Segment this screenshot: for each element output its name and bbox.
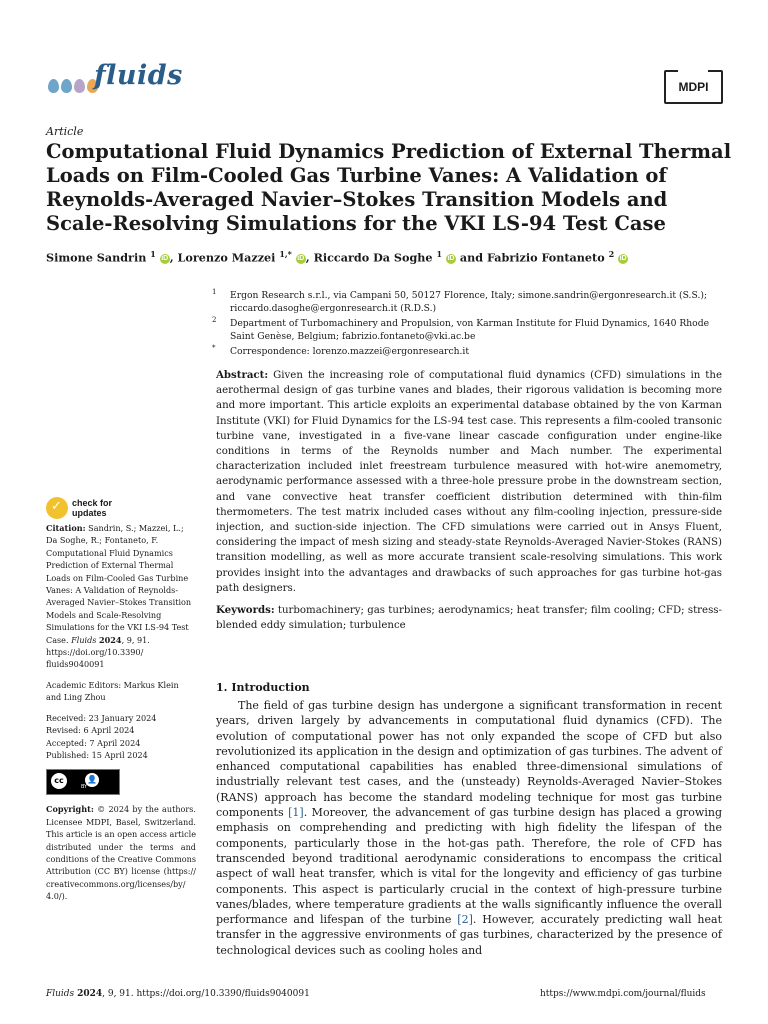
person-icon: 👤 bbox=[85, 773, 99, 787]
drop-icon bbox=[74, 79, 85, 93]
drop-icon bbox=[48, 79, 59, 93]
abstract bbox=[216, 368, 722, 596]
cc-icon: cc bbox=[51, 773, 67, 789]
keywords-text: turbomachinery; gas turbines; aerodynamics; heat transfer; film cooling; CFD; stress-blended eddy simulation; turbulence bbox=[216, 605, 722, 632]
accepted-date: Accepted: 7 April 2024 bbox=[46, 737, 141, 748]
section-heading: 1. Introduction bbox=[216, 681, 310, 694]
drop-icon bbox=[61, 79, 72, 93]
footer-journal-url[interactable]: https://www.mdpi.com/journal/fluids bbox=[540, 989, 706, 999]
footer-citation: Fluids 2024, 9, 91. https://doi.org/10.3390/fluids9040091 bbox=[46, 989, 310, 999]
author-affil-sup: 1 bbox=[150, 249, 156, 259]
academic-editors: Academic Editors: Markus Klein and Ling Zhou bbox=[46, 679, 179, 703]
author-affil-sup: 1 bbox=[436, 249, 443, 259]
footer-doi[interactable]: , 9, 91. https://doi.org/10.3390/fluids9040091 bbox=[102, 989, 310, 999]
author-affil-sup: 1,* bbox=[279, 249, 292, 259]
affiliation-item: 1 Ergon Research s.r.l., via Campani 50, 50127 Florence, Italy; simone.sandrin@ergonresearch.it (S.S.); riccardo.dasoghe@ergonresearch.it (R.D.S.) bbox=[212, 288, 708, 314]
orcid-icon[interactable]: iD bbox=[447, 254, 455, 262]
received-date: Received: 23 January 2024 bbox=[46, 712, 157, 723]
copyright-block: Copyright: © 2024 by the authors. Licensee MDPI, Basel, Switzerland. This article is an open access article distributed under the terms and conditions of the Creative Commons Attribution (CC BY) license (https:// creativecommons.org/licenses/by/ 4.0/). bbox=[46, 804, 197, 902]
affiliation-item: 2 Department of Turbomachinery and Propulsion, von Karman Institute for Fluid Dynamics, 1640 Rhode Saint Genèse, Belgium; fabrizio.fontaneto@vki.ac.be bbox=[212, 316, 710, 342]
publisher-name: MDPI bbox=[678, 80, 709, 94]
orcid-icon[interactable]: iD bbox=[161, 254, 169, 262]
citation-doi[interactable]: , 9, 91. https://doi.org/10.3390/ fluids9040091 bbox=[46, 634, 150, 670]
published-date: Published: 15 April 2024 bbox=[46, 749, 148, 760]
check-icon: ✓ bbox=[46, 497, 68, 519]
abstract-text: Given the increasing role of computational fluid dynamics (CFD) simulations in the aerothermal design of gas turbine vanes and blades, their rigorous validation is becoming more and more important. This article exploits an experimental database obtained by the von Karman Institute (VKI) for Fluid Dynamics for the LS-94 test case. This represents a film-cooled transonic turbine vane, investigated in a five-vane linear cascade configuration under engine-like conditions in terms of the Reynolds number and Mach number. The experimental characterization included inlet freestream turbulence measured with hot-wire anemometry, aerodynamic performance assessed with a three-hole pressure probe in the downstream section, and vane convective heat transfer coefficient distribution determined with thin-film thermometers. The test matrix included cases without any film-cooling injection, pressure-side injection, and suction-side injection. The CFD simulations were carried out in Ansys Fluent, considering the impact of mesh sizing and steady-state Reynolds-Averaged Navier-Stokes (RANS) transition modelling, as well as more accurate transient scale-resolving simulations. This work provides insight into the advantages and drawbacks of such approaches for gas turbine hot-gas path designers. bbox=[216, 370, 722, 594]
dates bbox=[46, 712, 196, 762]
citation-link[interactable]: [1] bbox=[288, 806, 304, 820]
sidebar bbox=[46, 522, 196, 903]
article-type: Article bbox=[46, 125, 84, 138]
citation-link[interactable]: [2] bbox=[457, 913, 473, 927]
affiliations bbox=[212, 289, 732, 360]
journal-name: fluids bbox=[94, 60, 183, 91]
correspondence: * Correspondence: lorenzo.mazzei@ergonresearch.it bbox=[212, 344, 470, 357]
keywords-label: Keywords: bbox=[216, 604, 275, 616]
author-name[interactable]: Fabrizio Fontaneto bbox=[486, 250, 605, 265]
author-name[interactable]: Simone Sandrin bbox=[46, 250, 147, 265]
publisher-logo bbox=[664, 70, 723, 104]
revised-date: Revised: 6 April 2024 bbox=[46, 725, 135, 736]
article-title: Computational Fluid Dynamics Prediction of External Thermal Loads on Film-Cooled Gas Turbine Vanes: A Validation of Reynolds-Averaged Navier–Stokes Transition Models and Scale-Resolving Simulations for the VKI LS-94 Test Case bbox=[46, 140, 732, 235]
keywords bbox=[216, 603, 722, 633]
orcid-icon[interactable]: iD bbox=[297, 254, 305, 262]
drops-icon bbox=[48, 74, 100, 93]
author-name[interactable]: Lorenzo Mazzei bbox=[177, 250, 276, 265]
author-name[interactable]: Riccardo Da Soghe bbox=[313, 250, 433, 265]
journal-logo bbox=[46, 60, 186, 100]
author-list: Simone Sandrin $^1$ iD , Lorenzo Mazzei $^{1,*}$ iD , Riccardo Da Soghe $^1$ iD and Fabrizio Fontaneto $^2$ iD bbox=[46, 249, 627, 265]
abstract-label: Abstract: bbox=[216, 369, 269, 381]
orcid-icon[interactable]: iD bbox=[619, 254, 627, 262]
citation-block: Citation: Sandrin, S.; Mazzei, L.; Da Soghe, R.; Fontaneto, F. Computational Fluid Dynamics Prediction of External Thermal Loads on Film-Cooled Gas Turbine Vanes: A Validation of Reynolds-Averaged Navier–Stokes Transition Models and Scale-Resolving Simulations for the VKI LS-94 Test Case. Fluids 2024, 9, 91. https://doi.org/10.3390/ fluids9040091 bbox=[46, 523, 192, 670]
check-for-updates-badge[interactable]: ✓ check for updates bbox=[46, 497, 156, 521]
cc-by-badge[interactable]: cc 👤 BY bbox=[46, 769, 120, 795]
author-affil-sup: 2 bbox=[608, 249, 615, 259]
intro-paragraph: The field of gas turbine design has undergone a significant transformation in recent years, driven largely by advancements in computational fluid dynamics (CFD). The evolution of computational power has not only expanded the scope of CFD but also revolutionized its application in the design and optimization of gas turbines. The advent of enhanced computational capabilities has enabled three-dimensional simulations of industrially relevant test cases, and the (unsteady) Reynolds-Averaged Navier–Stokes (RANS) approach has become the standard modeling technique for most gas turbine components [1]. Moreover, the advancement of gas turbine design has placed a growing emphasis on comprehending and predicting with high fidelity the lifespan of the components, particularly those in the hot-gas path. Therefore, the role of CFD has transcended beyond traditional aerodynamic considerations to encompass the critical aspect of wall heat transfer, which is vital for the longevity and efficiency of gas turbine components. This aspect is particularly crucial in the context of high-pressure turbine vanes/blades, where temperature gradients at the walls significantly influence the overall performance and lifespan of the turbine [2]. However, accurately predicting wall heat transfer in the aggressive environments of gas turbines, characterized by the presence of technological devices such as cooling holes and bbox=[216, 699, 722, 957]
